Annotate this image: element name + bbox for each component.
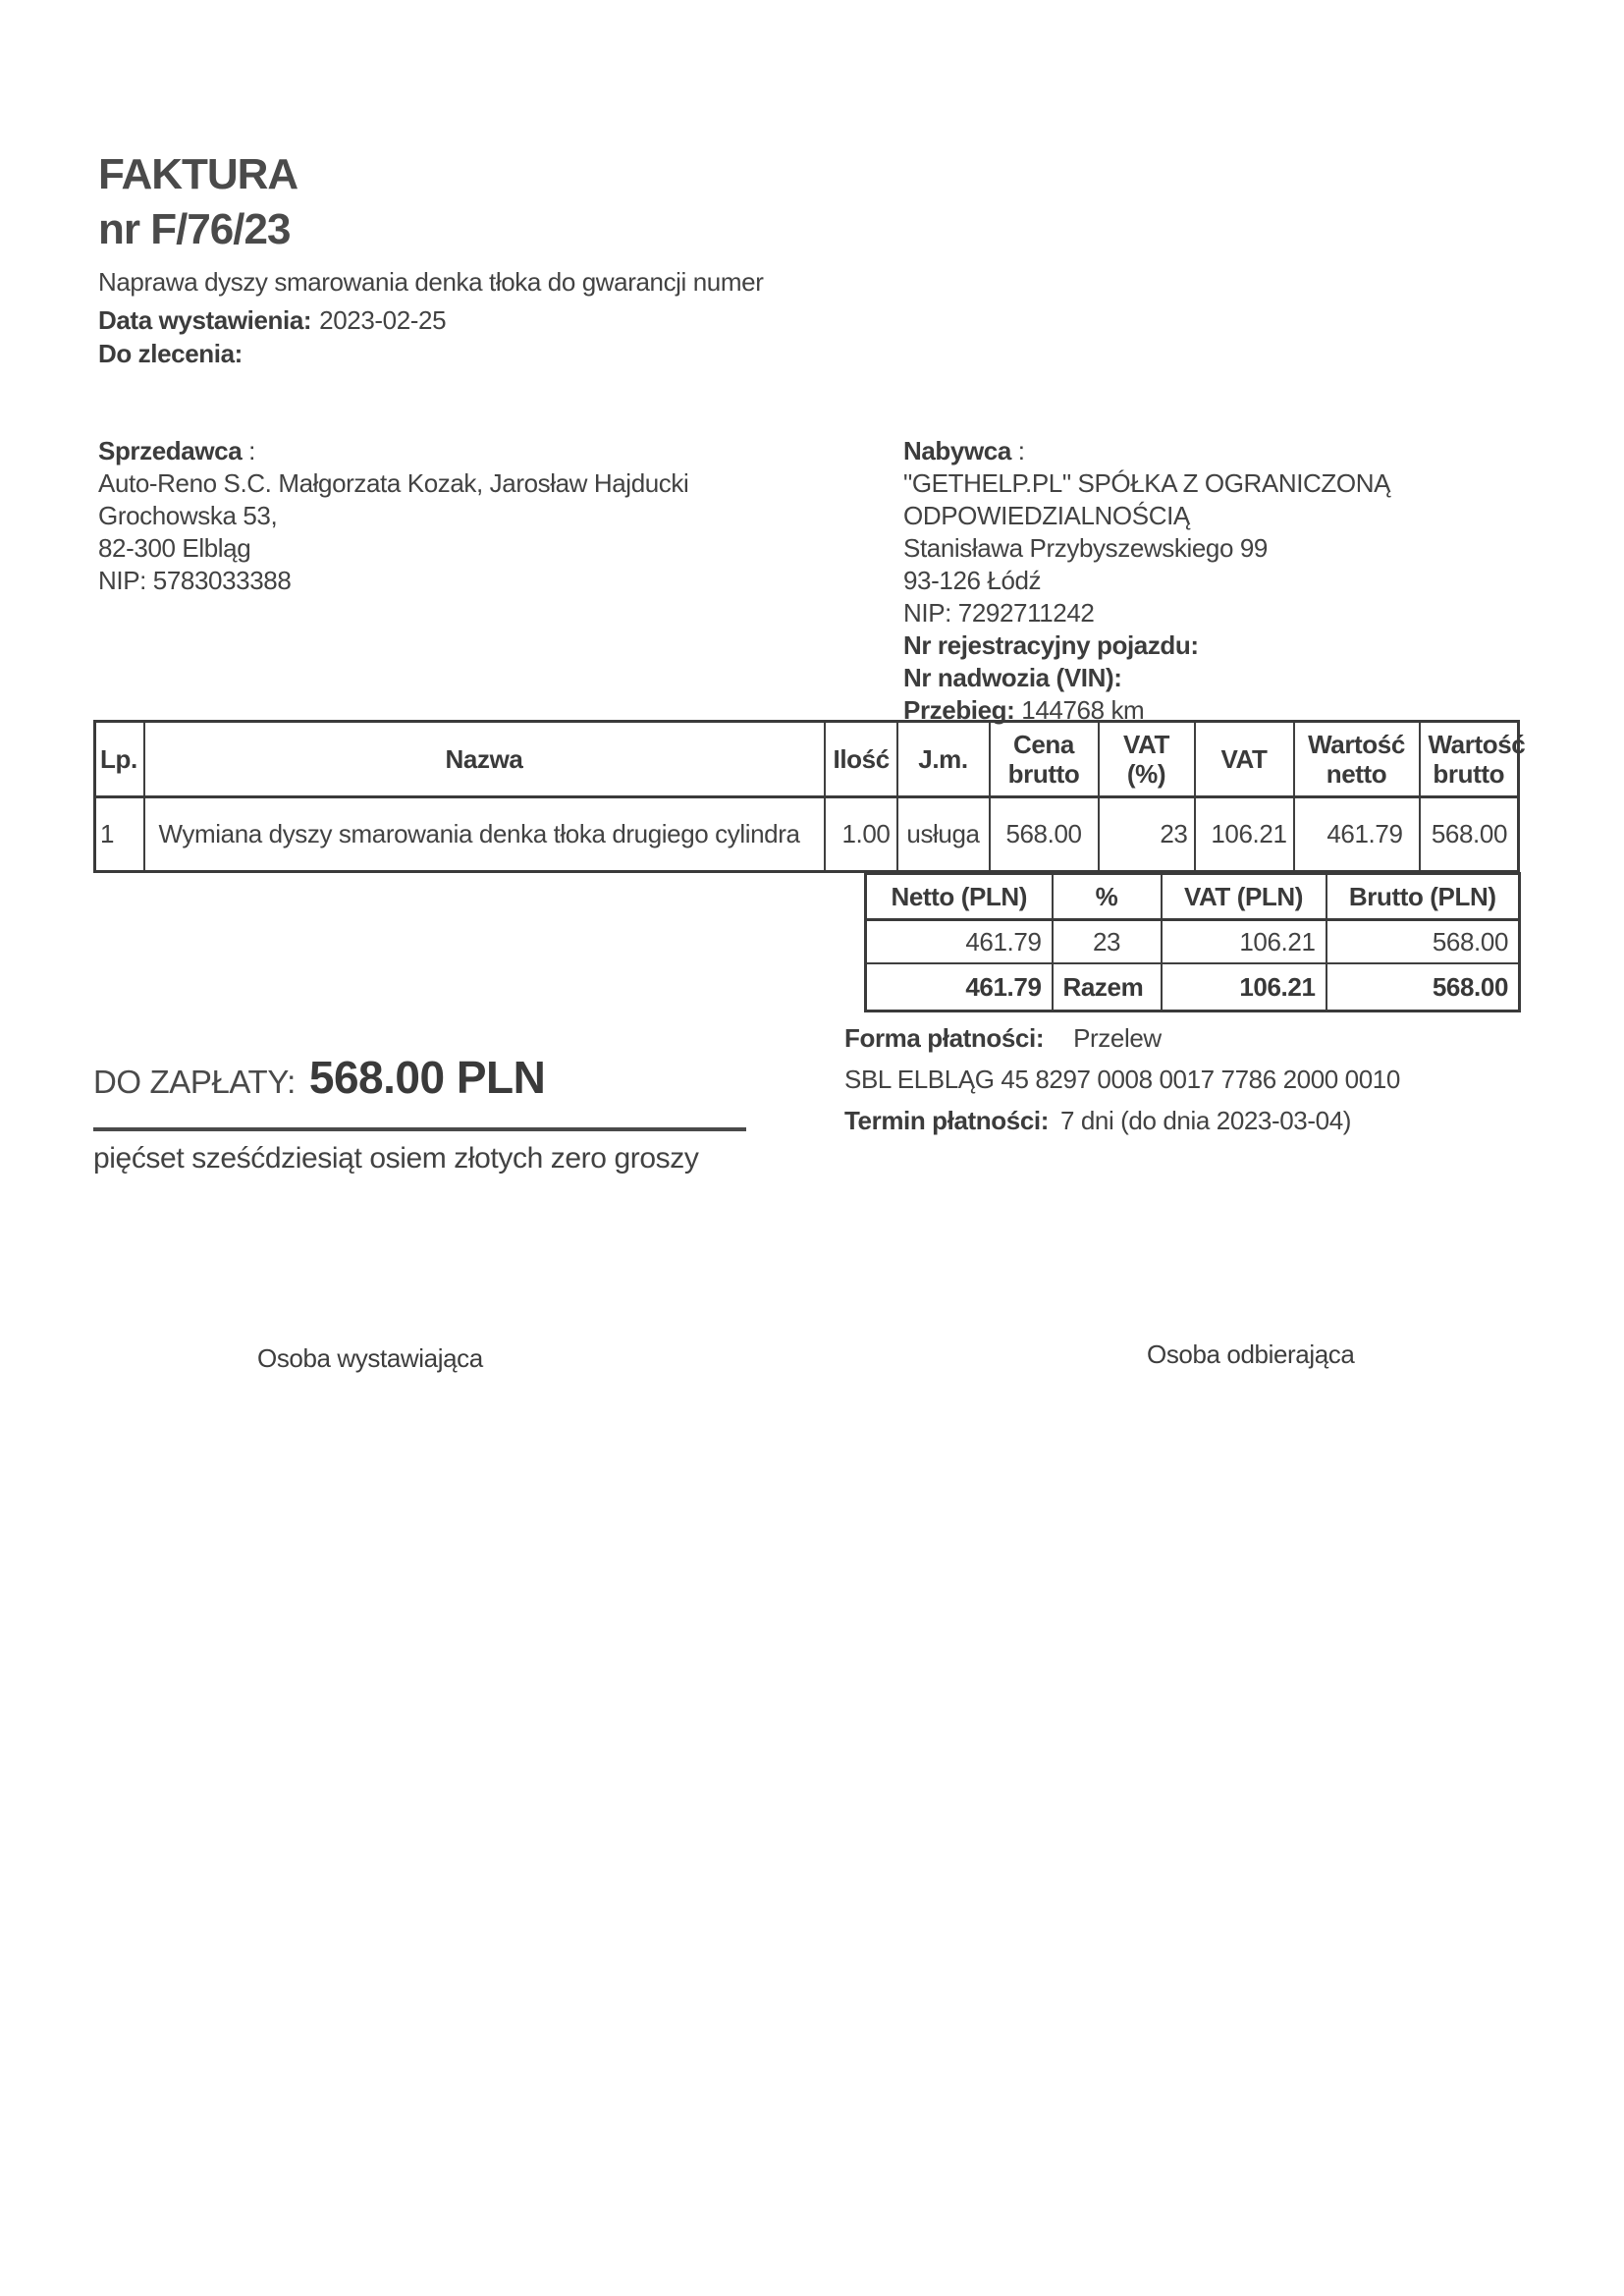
col-header-jm: J.m. (897, 722, 990, 797)
amount-due-label: DO ZAPŁATY: (93, 1064, 296, 1100)
item-vat-percent: 23 (1099, 797, 1195, 872)
sum-header-percent: % (1053, 874, 1162, 920)
seller-nip: NIP: 5783033388 (98, 566, 292, 595)
sum-header-vat: VAT (PLN) (1162, 874, 1326, 920)
mileage-label: Przebieg: (903, 695, 1015, 725)
sum-percent: 23 (1053, 920, 1162, 964)
bank-account-line: SBL ELBLĄG 45 8297 0008 0017 7786 2000 0010 (844, 1065, 1400, 1094)
receiver-signature-label: Osoba odbierająca (1147, 1339, 1355, 1369)
col-header-lp: Lp. (95, 722, 144, 797)
amount-in-words: pięćset sześćdziesiąt osiem złotych zero groszy (93, 1142, 699, 1175)
buyer-street: Stanisława Przybyszewskiego 99 (903, 533, 1268, 563)
payment-method-value: Przelew (1073, 1023, 1162, 1053)
total-vat: 106.21 (1162, 963, 1326, 1011)
col-header-wartosc-brutto: Wartość brutto (1420, 722, 1519, 797)
buyer-nip: NIP: 7292711242 (903, 598, 1095, 628)
buyer-name-line1: "GETHELP.PL" SPÓŁKA Z OGRANICZONĄ (903, 468, 1391, 498)
item-quantity: 1.00 (825, 797, 897, 872)
issue-date-value: 2023-02-25 (319, 305, 447, 335)
seller-label: Sprzedawca : (98, 436, 255, 465)
issue-date-label: Data wystawienia: (98, 305, 312, 335)
total-razem-label: Razem (1053, 963, 1162, 1011)
col-header-ilosc: Ilość (825, 722, 897, 797)
items-header-row (95, 722, 1519, 797)
payment-details-section (844, 1017, 1400, 1141)
item-unit: usługa (897, 797, 990, 872)
sum-brutto: 568.00 (1326, 920, 1520, 964)
sum-netto: 461.79 (866, 920, 1053, 964)
issue-date-line (98, 305, 446, 336)
buyer-label: Nabywca : (903, 436, 1025, 465)
sum-vat: 106.21 (1162, 920, 1326, 964)
payment-term-line (844, 1100, 1400, 1141)
sum-header-netto: Netto (PLN) (866, 874, 1053, 920)
col-header-cena-brutto: Cena brutto (990, 722, 1099, 797)
item-gross-price: 568.00 (990, 797, 1099, 872)
amount-due-value: 568.00 PLN (308, 1052, 546, 1103)
service-description: Naprawa dyszy smarowania denka tłoka do gwarancji numer (98, 267, 764, 297)
item-vat-amount: 106.21 (1195, 797, 1294, 872)
vat-summary-table (864, 872, 1521, 1012)
payment-term-value: 7 dni (do dnia 2023-03-04) (1059, 1106, 1352, 1135)
buyer-name-line2: ODPOWIEDZIALNOŚCIĄ (903, 501, 1190, 530)
col-header-nazwa: Nazwa (144, 722, 825, 797)
buyer-city: 93-126 Łódź (903, 566, 1042, 595)
amount-words-divider (93, 1127, 746, 1131)
order-ref-line (98, 339, 243, 369)
issuer-signature-label: Osoba wystawiająca (257, 1343, 483, 1373)
mileage-value: 144768 km (1021, 695, 1145, 725)
order-ref-label: Do zlecenia: (98, 339, 243, 368)
seller-section (98, 435, 688, 597)
vat-summary-row (866, 920, 1520, 964)
vin-label: Nr nadwozia (VIN): (903, 663, 1122, 692)
invoice-number: nr F/76/23 (98, 205, 291, 254)
payment-term-label: Termin płatności: (844, 1106, 1049, 1135)
vehicle-reg-label: Nr rejestracyjny pojazdu: (903, 630, 1199, 660)
vat-summary-totals-row (866, 963, 1520, 1011)
vat-summary-header-row (866, 874, 1520, 920)
col-header-vat: VAT (1195, 722, 1294, 797)
payment-method-line (844, 1017, 1400, 1059)
invoice-title: FAKTURA (98, 150, 298, 198)
seller-city: 82-300 Elbląg (98, 533, 251, 563)
item-net-value: 461.79 (1294, 797, 1420, 872)
item-gross-value: 568.00 (1420, 797, 1519, 872)
amount-due-line (93, 1051, 545, 1104)
seller-street: Grochowska 53, (98, 501, 278, 530)
total-netto: 461.79 (866, 963, 1053, 1011)
item-name: Wymiana dyszy smarowania denka tłoka drugiego cylindra (144, 797, 825, 872)
sum-header-brutto: Brutto (PLN) (1326, 874, 1520, 920)
col-header-wartosc-netto: Wartość netto (1294, 722, 1420, 797)
total-brutto: 568.00 (1326, 963, 1520, 1011)
buyer-section (903, 435, 1390, 727)
invoice-title-block (98, 147, 298, 258)
col-header-vat-pct: VAT (%) (1099, 722, 1195, 797)
seller-name: Auto-Reno S.C. Małgorzata Kozak, Jarosław Hajducki (98, 468, 689, 498)
item-row (95, 797, 1519, 872)
payment-method-label: Forma płatności: (844, 1023, 1045, 1053)
item-lp: 1 (95, 797, 144, 872)
items-table (93, 720, 1526, 873)
